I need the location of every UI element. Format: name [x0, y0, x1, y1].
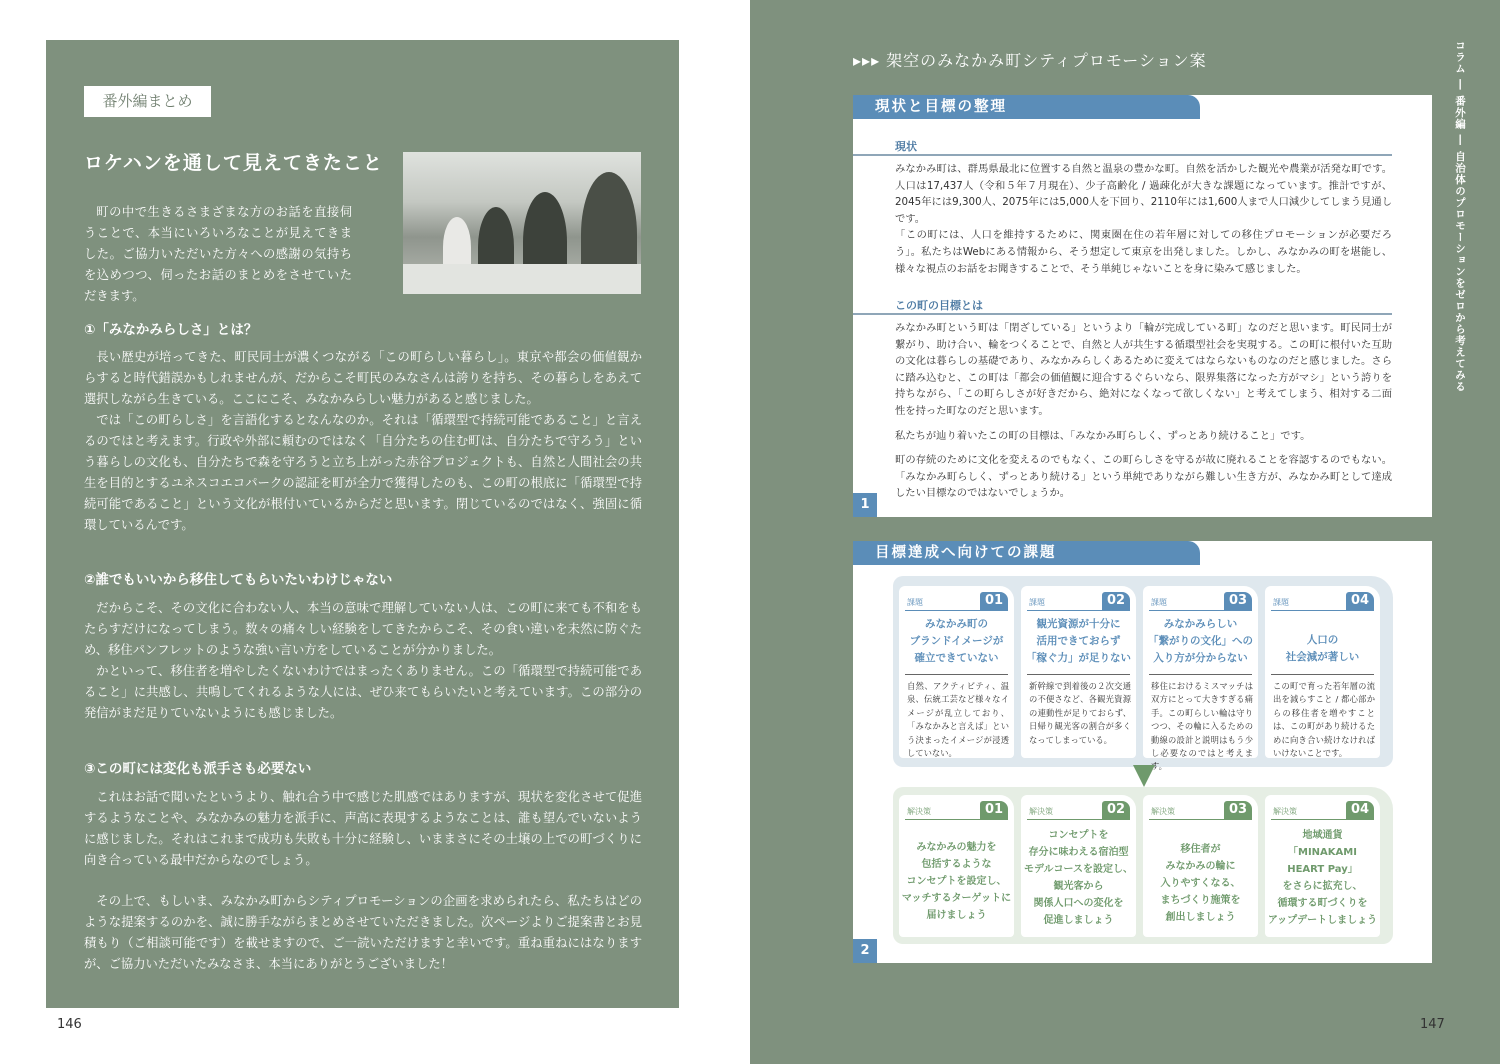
divider: [853, 154, 1392, 156]
location-photo: [403, 152, 641, 294]
section-3-body: [84, 787, 642, 871]
section-2-body: [84, 598, 642, 724]
page-number: 147: [1420, 1017, 1445, 1032]
issue-label: 課題: [1151, 598, 1167, 607]
intro-text: 町の中で生きるさまざまな方のお話を直接伺うことで、本当にいろいろなことが見えてきました。ご協力いただいた方々への感謝の気持ちを込めつつ、伺ったお話のまとめをさせていただきます。: [84, 205, 352, 303]
paragraph: これはお話で聞いたというより、触れ合う中で感じた肌感ではありますが、現状を変化させて促進するようなことや、みなかみの魅力を派手に、声高に表現するようなことは、誰も望んでいないように感じました。それはこれまで成功も失敗も十分に経験し、いままさにその土壌の上での町づくりに向き合っている最中だからなのでしょう。: [84, 790, 642, 867]
solution-text: コンセプトを 存分に味わえる宿泊型 モデルコースを設定し、 観光客から 関係人口への変化を 促進しましょう: [1024, 830, 1133, 926]
divider: [1149, 610, 1252, 611]
issue-label: 課題: [1029, 598, 1045, 607]
divider: [1149, 819, 1252, 820]
issue-number: 03: [1224, 592, 1252, 610]
solution-card: [1265, 795, 1380, 937]
divider: [1271, 819, 1374, 820]
paragraph: かといって、移住者を増やしたくないわけではまったくありません。この「循環型で持続可能であること」に共感し、共鳴してくれるような人には、ぜひ来てもらいたいと考えています。この部分の発信がまだ足りていないようにも感じました。: [84, 664, 642, 720]
issue-card: [1021, 586, 1136, 758]
chapter-header: ▸▸▸ 架空のみなかみ町シティプロモーション案: [853, 51, 1207, 70]
section-number: 2: [853, 939, 877, 963]
divider: [1027, 819, 1130, 820]
section-1-body: [84, 347, 642, 536]
issue-body: この町で育った若年層の流出を減らすこと / 都心部からの移住者を増やすことは、この町があり続けるために向き合い続けなければいけないことです。: [1273, 681, 1375, 759]
divider: [1271, 674, 1374, 675]
issue-body: 自然、アクティビティ、温泉、伝統工芸など様々なイメージが乱立しており、「みなかみと言えば」という決まったイメージが浸透していない。: [907, 681, 1009, 759]
divider: [905, 674, 1008, 675]
solution-text: 地域通貨 「MINAKAMI HEART Pay」 をさらに拡充し、 循環する町づくりを アップデートしましょう: [1267, 830, 1378, 926]
solutions-container: [893, 787, 1393, 944]
divider: [1149, 674, 1252, 675]
solution-card: [1021, 795, 1136, 937]
heading-2: ②誰でもいいから移住してもらいたいわけじゃない: [84, 572, 393, 588]
issues-box: [853, 541, 1432, 963]
issues-container: [893, 576, 1393, 772]
section-title: 現状と目標の整理: [853, 95, 1200, 119]
page-title: ロケハンを通して見えてきたこと: [84, 152, 383, 174]
divider: [905, 610, 1008, 611]
issue-card: [899, 586, 1014, 758]
paragraph: だからこそ、その文化に合わない人、本当の意味で理解していない人は、この町に来ても不和をもたらすだけになってしまう。数々の痛々しい経験をしてきたからこそ、その食い違いを未然に防ぐため、移住パンフレットのような強い言い方をしていることが分かりました。: [84, 601, 642, 657]
solution-number: 03: [1224, 801, 1252, 819]
issue-title: 観光資源が十分に 活用できておらず 「稼ぐ力」が足りない: [1026, 618, 1131, 664]
solution-label: 解決策: [1029, 807, 1053, 816]
divider: [1027, 674, 1130, 675]
status-goal-box: [853, 95, 1432, 517]
goal-text: [895, 320, 1392, 502]
right-page: [750, 0, 1500, 1064]
paragraph: 長い歴史が培ってきた、町民同士が濃くつながる「この町らしい暮らし」。東京や都会の価値観からすると時代錯誤かもしれませんが、だからこそ町民のみなさんは誇りを持ち、その暮らしをあえて選択しながら生きている。ここにこそ、みなかみらしい魅力があると感じました。: [84, 350, 642, 406]
solution-label: 解決策: [907, 807, 931, 816]
issue-number: 01: [980, 592, 1008, 610]
solution-number: 01: [980, 801, 1008, 819]
issue-body: 新幹線で到着後の２次交通の不便さなど、各観光資源の連動性が足りておらず、日帰り観光客の割合が多くなってしまっている。: [1029, 681, 1131, 745]
solution-number: 02: [1102, 801, 1130, 819]
paragraph: 町の存続のために文化を変えるのでもなく、この町らしさを守るが故に廃れることを容認するのでもない。「みなかみ町らしく、ずっとあり続ける」という単純でありながら難しい生き方が、みなかみ町として達成したい目標なのではないでしょうか。: [895, 454, 1392, 500]
paragraph: では「この町らしさ」を言語化するとなんなのか。それは「循環型で持続可能であること」と言えるのではと考えます。行政や外部に頼むのではなく「自分たちの住む町は、自分たちで守ろう」という暮らしの文化も、自分たちで森を守ろうと立ち上がった赤谷プロジェクトも、自然と人間社会の共生を目的とするユネスコエコパークの認証を町が全力で獲得したのも、この町の根底に「循環型で持続可能であること」という文化が根付いているからだと思います。閉じているのではなく、強固に循環しているんです。: [84, 413, 642, 532]
closing-text: その上で、もしいま、みなかみ町からシティプロモーションの企画を求められたら、私たちはどのような提案するのかを、誠に勝手ながらまとめさせていただきました。次ページよりご提案書とお見積もり（ご相談可能です）を載せますので、ご一読いただけますと幸いです。重ね重ねにはなりますが、ご協力いただいたみなさま、本当にありがとうございました！: [84, 894, 642, 971]
page-number: 146: [57, 1017, 82, 1032]
issue-number: 02: [1102, 592, 1130, 610]
heading-3: ③この町には変化も派手さも必要ない: [84, 761, 312, 777]
arrow-down-icon: [1133, 765, 1155, 787]
paragraph: 私たちが辿り着いたこの町の目標は、「みなかみ町らしく、ずっとあり続けること」です。: [895, 429, 1311, 442]
issue-title: 人口の 社会減が著しい: [1285, 634, 1360, 663]
solution-text: 移住者が みなかみの輪に 入りやすくなる、 まちづくり施策を 創出しましょう: [1160, 844, 1241, 923]
side-label: コラム ― 番外編 ― 自治体のプロモーションをゼロから考えてみる: [1454, 40, 1466, 393]
issue-body: 移住におけるミスマッチは双方にとって大きすぎる痛手。この町らしい輪は守りつつ、その輪に入るための動線の設計と説明はもう少し必要なのではと考えます。: [1151, 681, 1253, 772]
subheading-status: 現状: [895, 140, 917, 153]
issue-label: 課題: [1273, 598, 1289, 607]
solution-text: みなかみの魅力を 包括するような コンセプトを設定し、 マッチするターゲットに 届けましょう: [901, 842, 1012, 921]
subheading-goal: この町の目標とは: [895, 299, 983, 312]
solution-card: [1143, 795, 1258, 937]
divider: [905, 819, 1008, 820]
divider: [1027, 610, 1130, 611]
issue-label: 課題: [907, 598, 923, 607]
solution-label: 解決策: [1151, 807, 1175, 816]
issue-title: みなかみらしい 「繋がりの文化」への 入り方が分からない: [1148, 618, 1253, 664]
solution-label: 解決策: [1273, 807, 1297, 816]
paragraph: みなかみ町という町は「閉ざしている」というより「輪が完成している町」なのだと思います。町民同士が繋がり、助け合い、輪をつくることで、自然と人が共生する循環型社会を実現する。この町に根付いた互助の文化は暮らしの基礎であり、みなかみらしくあるために変えてはならないものなのだと感じました。さらに踏み込むと、この町は「都会の価値観に迎合するぐらいなら、限界集落になった方がマシ」という誇りを持ちながら、「この町らしさが好きだから、絶対になくなって欲しくない」と考えてしまう、相対する二面性を持った町なのだと思います。: [895, 322, 1392, 417]
heading-1: ①「みなかみらしさ」とは？: [84, 322, 258, 338]
section-number: 1: [853, 493, 877, 517]
solution-number: 04: [1346, 801, 1374, 819]
paragraph: みなかみ町は、群馬県最北に位置する自然と温泉の豊かな町。自然を活かした観光や農業が活発な町です。人口は17,437人（令和５年７月現在）、少子高齢化 / 過疎化が大きな課題になっています。推計ですが、2045年には9,300人、2075年には5,000人を下回り、2110年には1,600人まで人口減少してしまう見通しです。: [895, 163, 1392, 225]
issue-card: [1143, 586, 1258, 772]
solution-card: [899, 795, 1014, 937]
issue-card: [1265, 586, 1380, 758]
divider: [853, 313, 1392, 315]
status-text: [895, 161, 1392, 277]
summary-panel: [46, 40, 679, 1008]
divider: [1271, 610, 1374, 611]
paragraph: 「この町には、人口を維持するために、関東圏在住の若年層に対しての移住プロモーションが必要だろう」。私たちはWebにある情報から、そう想定して東京を出発しました。しかし、みなかみの町を堪能し、様々な視点のお話をお聞きすることで、そう単純じゃないことを身に染みて感じました。: [895, 229, 1392, 275]
issue-title: みなかみ町の ブランドイメージが 確立できていない: [909, 618, 1004, 664]
section-title: 目標達成へ向けての課題: [853, 541, 1200, 565]
section-tag: 番外編まとめ: [84, 86, 211, 117]
issue-number: 04: [1346, 592, 1374, 610]
